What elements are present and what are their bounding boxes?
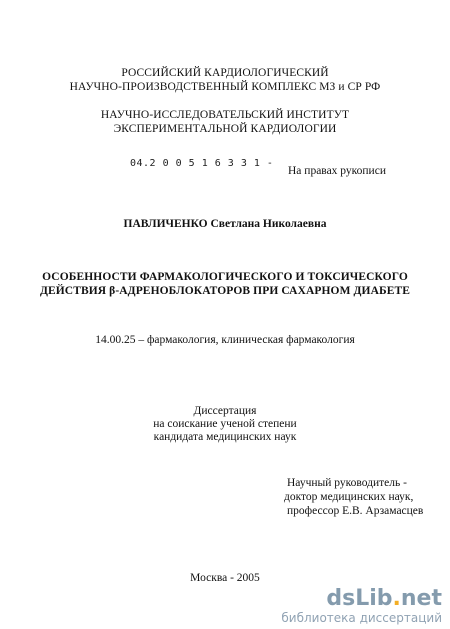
author-name: ПАВЛИЧЕНКО Светлана Николаевна [123,218,327,230]
degree-line-3: кандидата медицинских наук [153,431,297,443]
place-and-year: Москва - 2005 [190,572,260,584]
dissertation-title-line-2: ДЕЙСТВИЯ β-АДРЕНОБЛОКАТОРОВ ПРИ САХАРНОМ ДИАБЕТЕ [39,285,411,297]
specialty-code: 14.00.25 – фармакология, клиническая фармакология [95,334,355,346]
degree-line-1: Диссертация [193,405,257,417]
institute-line-2: ЭКСПЕРИМЕНТАЛЬНОЙ КАРДИОЛОГИИ [113,123,337,135]
watermark-brand-part1: dsLib [326,586,393,611]
supervisor-line-3: профессор Е.В. Арзамасцев [287,505,424,517]
dslib-watermark [281,587,442,625]
supervisor-line-2: доктор медицинских наук, [284,491,414,503]
watermark-brand [281,587,442,611]
watermark-brand-dot: . [392,586,401,611]
institute-line-1: НАУЧНО-ИССЛЕДОВАТЕЛЬСКИЙ ИНСТИТУТ [100,109,350,121]
dissertation-title-line-1: ОСОБЕННОСТИ ФАРМАКОЛОГИЧЕСКОГО И ТОКСИЧЕСКОГО [42,271,408,283]
organization-line-2: НАУЧНО-ПРОИЗВОДСТВЕННЫЙ КОМПЛЕКС МЗ и СР РФ [69,81,381,93]
manuscript-note: На правах рукописи [288,165,386,177]
watermark-subtitle: библиотека диссертаций [281,611,442,625]
watermark-brand-part2: net [400,586,442,611]
organization-line-1: РОССИЙСКИЙ КАРДИОЛОГИЧЕСКИЙ [121,67,329,79]
degree-line-2: на соискание ученой степени [153,418,297,430]
supervisor-line-1: Научный руководитель - [287,477,407,489]
library-stamp-number: 04.2 0 0 5 1 6 3 3 1 - [130,158,274,169]
